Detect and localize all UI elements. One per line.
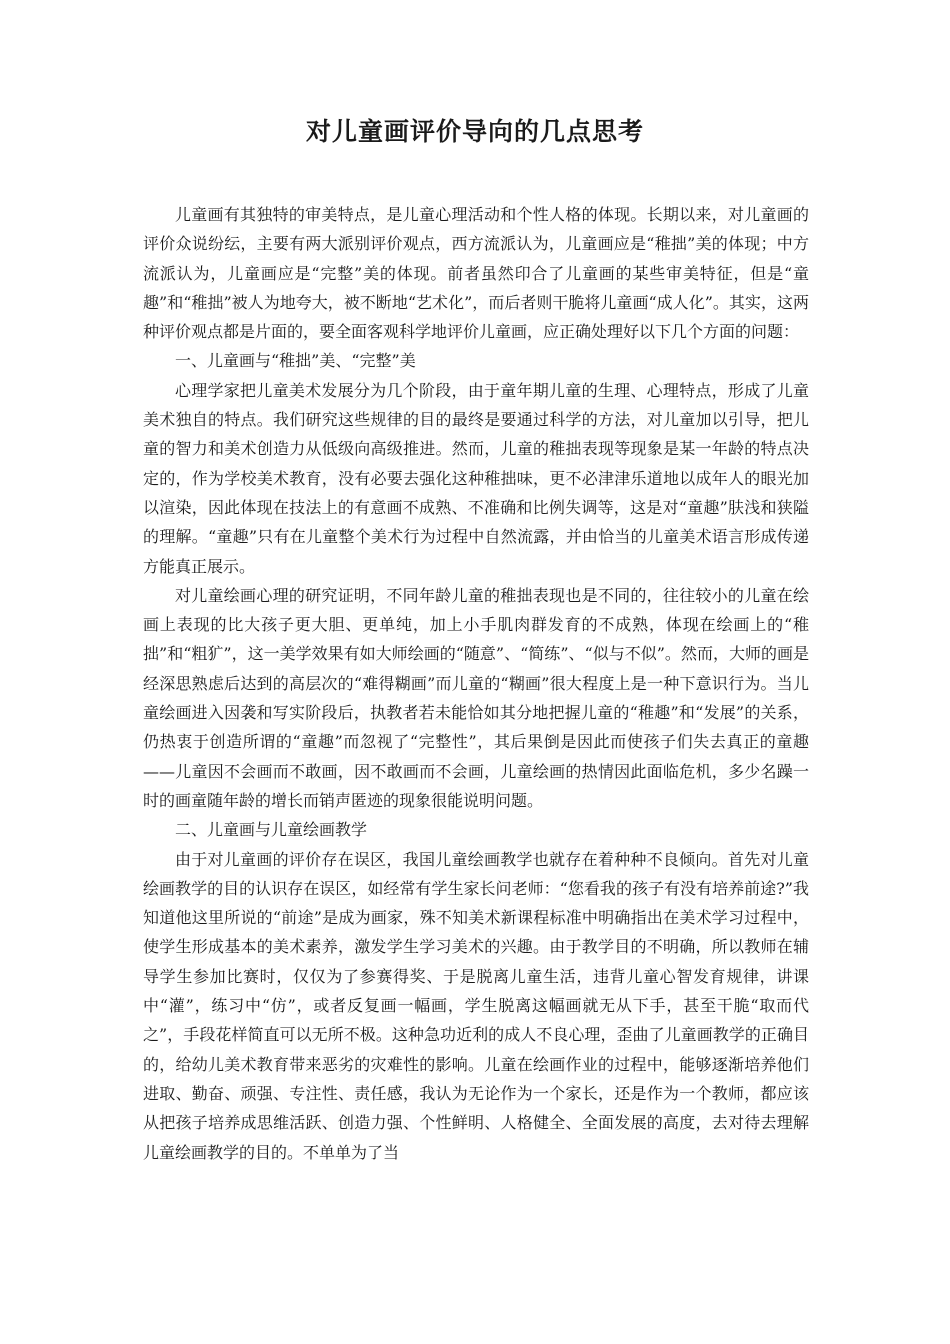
document-title: 对儿童画评价导向的几点思考 [305,117,644,146]
paragraph-1: 心理学家把儿童美术发展分为几个阶段，由于童年期儿童的生理、心理特点，形成了儿童美术独自的特点。我们研究这些规律的目的最终是要通过科学的方法，对儿童加以引导，把儿童的智力和美术创造力从低级向高级推进。然而，儿童的稚拙表现等现象是某一年龄的特点决定的，作为学校美术教育，没有必要去强化这种稚拙味，更不必津津乐道地以成年人的眼光加以渲染，因此体现在技法上的有意画不成熟、不准确和比例失调等，这是对“童趣”肤浅和狭隘的理解。“童趣”只有在儿童整个美术行为过程中自然流露，并由恰当的儿童美术语言形成传递方能真正展示。 [143,380,809,576]
paragraph-2: 对儿童绘画心理的研究证明，不同年龄儿童的稚拙表现也是不同的，往往较小的儿童在绘画上表现的比大孩子更大胆、更单纯，加上小手肌肉群发育的不成熟，体现在绘画上的“稚拙”和“粗犷”，这一美学效果有如大师绘画的“随意”、“简练”、“似与不似”。然而，大师的画是经深思熟虑后达到的高层次的“难得糊画”而儿童的“糊画”很大程度上是一种下意识行为。当儿童绘画进入因袭和写实阶段后，执教者若未能恰如其分地把握儿童的“稚趣”和“发展”的关系，仍热衷于创造所谓的“童趣”而忽视了“完整性”，其后果倒是因此而使孩子们失去真正的童趣——儿童因不会画而不敢画，因不敢画而不会画，儿童绘画的热情因此面临危机，多少名躁一时的画童随年龄的增长而销声匿迹的现象很能说明问题。 [143,585,809,810]
section-heading-1: 一、儿童画与“稚拙”美、“完整”美 [175,351,416,371]
paragraph-intro: 儿童画有其独特的审美特点，是儿童心理活动和个性人格的体现。长期以来，对儿童画的评价众说纷纭，主要有两大派别评价观点，西方流派认为，儿童画应是“稚拙”美的体现；中方流派认为，儿童画应是“完整”美的体现。前者虽然印合了儿童画的某些审美特征，但是“童趣”和“稚拙”被人为地夸大，被不断地“艺术化”，而后者则干脆将儿童画“成人化”。其实，这两种评价观点都是片面的，要全面客观科学地评价儿童画，应正确处理好以下几个方面的问题： [143,205,809,342]
paragraph-3: 由于对儿童画的评价存在误区，我国儿童绘画教学也就存在着种种不良倾向。首先对儿童绘画教学的目的认识存在误区，如经常有学生家长问老师：“您看我的孩子有没有培养前途?”我知道他这里所说的“前途”是成为画家，殊不知美术新课程标准中明确指出在美术学习过程中，使学生形成基本的美术素养，激发学生学习美术的兴趣。由于教学目的不明确，所以教师在辅导学生参加比赛时，仅仅为了参赛得奖、于是脱离儿童生活，违背儿童心智发育规律，讲课中“灌”，练习中“仿”，或者反复画一幅画，学生脱离这幅画就无从下手，甚至干脆“取而代之”，手段花样简直可以无所不极。这种急功近利的成人不良心理，歪曲了儿童画教学的正确目的，给幼儿美术教育带来恶劣的灾难性的影响。儿童在绘画作业的过程中，能够逐渐培养他们进取、勤奋、顽强、专注性、责任感，我认为无论作为一个家长，还是作为一个教师，都应该从把孩子培养成思维活跃、创造力强、个性鲜明、人格健全、全面发展的高度，去对待去理解儿童绘画教学的目的。不单单为了当 [143,849,809,1162]
document-body [143,200,809,1167]
section-heading-2: 二、儿童画与儿童绘画教学 [175,820,368,840]
